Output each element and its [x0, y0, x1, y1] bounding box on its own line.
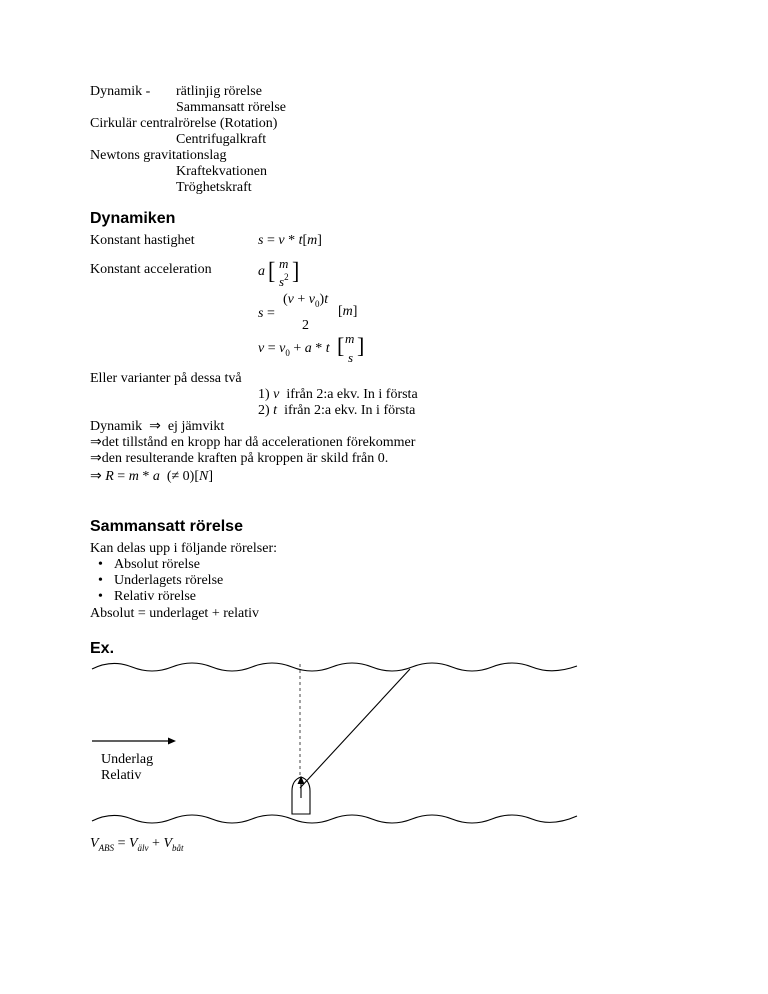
river-bank-bottom — [92, 815, 577, 823]
bullet-underlag: • Underlagets rörelse — [90, 573, 223, 589]
toc-centrifugal: Centrifugalkraft — [176, 132, 267, 147]
konstant-acceleration-label: Konstant acceleration — [90, 262, 212, 277]
legend-relativ: Relativ — [101, 768, 142, 783]
bullet-relativ: • Relativ rörelse — [90, 589, 223, 605]
toc-ratlinjig: rätlinjig rörelse — [176, 84, 262, 99]
alternative-2-text: ifrån 2:a ekv. In i första — [284, 403, 416, 418]
toc-cirkular: Cirkulär centralrörelse (Rotation) — [90, 116, 278, 131]
legend-underlag: Underlag — [101, 752, 154, 767]
dynamik-implies-line: Dynamik ⇒ ej jämvikt — [90, 419, 225, 434]
river-bank-top — [92, 663, 577, 671]
toc-kraftekv: Kraftekvationen — [176, 164, 267, 179]
implies-line-1: ⇒det tillstånd en kropp har då accelerationen förekommer — [90, 435, 416, 450]
sammansatt-summary: Absolut = underlaget + relativ — [90, 606, 259, 621]
current-arrow-head — [168, 738, 176, 745]
implies-line-2: ⇒den resulterande kraften på kroppen är skild från 0. — [90, 451, 389, 466]
dynamik-word: Dynamik — [90, 419, 143, 434]
alternative-1: 1) v ifrån 2:a ekv. In i första — [258, 387, 418, 402]
toc-dynamik: Dynamik - — [90, 84, 151, 99]
konstant-hastighet-label: Konstant hastighet — [90, 233, 195, 248]
formula-newton-second: ⇒ R = m * a (≠ 0)[N] — [90, 469, 214, 484]
formula-v-abs: $V_{ABS} = V_{älv} + V_{båt}$ — [90, 836, 184, 853]
implies-line-1-text: det tillstånd en kropp har då accelerationen förekommer — [101, 435, 416, 450]
example-heading: Ex. — [90, 640, 115, 657]
alternative-2: 2) t ifrån 2:a ekv. In i första — [258, 403, 416, 418]
sammansatt-intro: Kan delas upp i följande rörelser: — [90, 541, 277, 556]
toc-newton: Newtons gravitationslag — [90, 148, 227, 163]
ej-jamvikt: ej jämvikt — [167, 419, 225, 434]
eller-varianter: Eller varianter på dessa två — [90, 371, 242, 386]
sammansatt-heading: Sammansatt rörelse — [90, 518, 243, 535]
alternative-1-text: ifrån 2:a ekv. In i första — [286, 387, 418, 402]
formula-s-vt: s = v * t[m] — [258, 233, 322, 248]
implies-line-2-text: den resulterande kraften på kroppen är skild från 0. — [101, 451, 389, 466]
absolute-path-line — [300, 669, 410, 788]
bullet-absolut: • Absolut rörelse — [90, 557, 223, 573]
dynamiken-heading: Dynamiken — [90, 210, 176, 227]
toc-troghet: Tröghetskraft — [176, 180, 252, 195]
toc-sammansatt: Sammansatt rörelse — [176, 100, 287, 115]
